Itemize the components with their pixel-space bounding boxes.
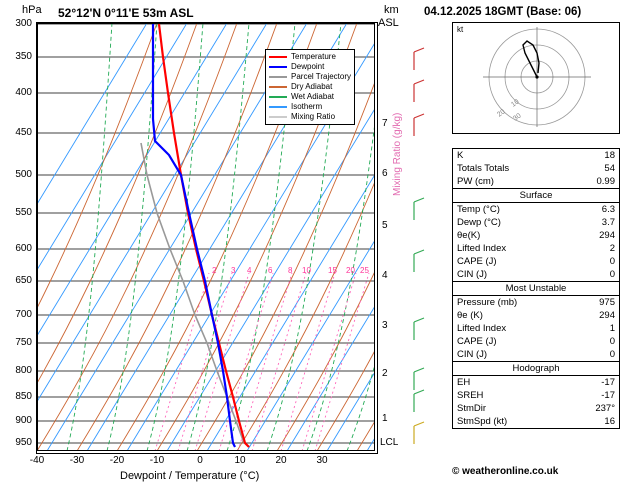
- legend-item: [269, 72, 351, 82]
- index-row: [453, 149, 619, 162]
- index-value: 3.7: [601, 217, 615, 228]
- index-key: CAPE (J): [457, 256, 497, 267]
- hodograph-svg: [453, 23, 617, 131]
- pressure-tick: 850: [15, 391, 32, 402]
- index-row: [453, 162, 619, 175]
- legend-label: Mixing Ratio: [291, 112, 336, 121]
- legend-label: Temperature: [291, 52, 336, 61]
- pressure-tick: 900: [15, 415, 32, 426]
- hodograph-ring-label: 20: [496, 108, 507, 119]
- index-row: [453, 309, 619, 322]
- legend-item: [269, 112, 351, 122]
- hodograph-panel: [452, 22, 620, 134]
- legend-swatch-isotherm: [269, 106, 287, 108]
- index-row: [453, 242, 619, 255]
- temperature-tick: -40: [29, 455, 45, 466]
- legend-label: Dry Adiabat: [291, 82, 333, 91]
- index-value: 1: [609, 323, 615, 334]
- index-row: [453, 229, 619, 242]
- pressure-tick: 750: [15, 337, 32, 348]
- index-key: Totals Totals: [457, 163, 510, 174]
- index-value: 2: [609, 243, 615, 254]
- index-value: 237°: [595, 403, 615, 414]
- mixing-ratio-value: 15: [328, 266, 337, 275]
- forecast-datetime-title: 04.12.2025 18GMT (Base: 06): [424, 6, 582, 18]
- wind-barb-lower: [414, 198, 424, 412]
- pressure-tick: 600: [15, 243, 32, 254]
- temperature-tick: -30: [69, 455, 85, 466]
- pressure-tick: 350: [15, 51, 32, 62]
- hodograph-ring-label: 30: [512, 112, 523, 123]
- hodograph-origin-dot: [535, 75, 538, 78]
- pressure-tick: 950: [15, 437, 32, 448]
- index-value: -17: [601, 390, 615, 401]
- mixing-ratio-value: 6: [268, 266, 273, 275]
- x-axis-title: Dewpoint / Temperature (°C): [120, 470, 260, 482]
- index-key: CIN (J): [457, 349, 488, 360]
- height-tick: 2: [382, 368, 388, 379]
- wind-barb-surface: [414, 422, 424, 444]
- index-row: [453, 335, 619, 348]
- height-tick: 7: [382, 118, 388, 129]
- temperature-tick: 30: [316, 455, 328, 466]
- index-value: 294: [599, 230, 615, 241]
- mixing-ratio-value: 20: [346, 266, 355, 275]
- index-row: [453, 203, 619, 216]
- index-row: [453, 322, 619, 335]
- index-value: 294: [599, 310, 615, 321]
- index-row: [453, 255, 619, 268]
- mixing-ratio-value: 25: [360, 266, 369, 275]
- pressure-axis-unit-label: hPa: [22, 4, 42, 16]
- legend-item: [269, 102, 351, 112]
- skewt-diagram: [36, 22, 378, 454]
- index-row: [453, 268, 619, 281]
- index-key: Lifted Index: [457, 323, 507, 334]
- height-tick: 5: [382, 220, 388, 231]
- station-title: 52°12'N 0°11'E 53m ASL: [58, 6, 194, 20]
- legend-swatch-dry-adiabat: [269, 86, 287, 88]
- index-key: θe(K): [457, 230, 481, 241]
- index-key: Pressure (mb): [457, 297, 518, 308]
- temperature-tick: 20: [275, 455, 287, 466]
- wind-barb-upper: [414, 48, 424, 136]
- mixing-ratio-value: 2: [212, 266, 217, 275]
- legend-label: Wet Adiabat: [291, 92, 334, 101]
- mixing-ratio-value: 10: [302, 266, 311, 275]
- index-value: 0: [609, 256, 615, 267]
- pressure-tick: 300: [15, 18, 32, 29]
- index-row: [453, 415, 619, 428]
- mixing-ratio-value: 4: [247, 266, 252, 275]
- legend-item: [269, 62, 351, 72]
- legend-swatch-temperature: [269, 56, 287, 58]
- index-key: K: [457, 150, 464, 161]
- legend-item: [269, 52, 351, 62]
- index-key: θe (K): [457, 310, 483, 321]
- legend-label: Isotherm: [291, 102, 323, 111]
- height-tick: 3: [382, 320, 388, 331]
- index-key: CAPE (J): [457, 336, 497, 347]
- index-key: StmSpd (kt): [457, 416, 508, 427]
- lcl-label: LCL: [380, 437, 399, 448]
- pressure-tick: 800: [15, 365, 32, 376]
- section-header-hodograph: Hodograph: [453, 361, 619, 376]
- temperature-tick: -20: [109, 455, 125, 466]
- index-row: [453, 389, 619, 402]
- pressure-tick: 400: [15, 87, 32, 98]
- index-value: 0: [609, 336, 615, 347]
- hodograph-ring-label: 10: [510, 98, 521, 109]
- index-value: 975: [599, 297, 615, 308]
- mixing-ratio-value: 3: [231, 266, 236, 275]
- temperature-tick: -10: [149, 455, 165, 466]
- temperature-tick: 10: [234, 455, 246, 466]
- pressure-tick: 450: [15, 127, 32, 138]
- index-value: -17: [601, 377, 615, 388]
- mixing-ratio-value: 8: [288, 266, 293, 275]
- wind-barb-column: [398, 22, 446, 452]
- chart-legend: [265, 49, 355, 125]
- hodograph-unit-label: kt: [457, 25, 464, 34]
- legend-swatch-parcel: [269, 76, 287, 78]
- index-row: [453, 216, 619, 229]
- pressure-tick: 500: [15, 169, 32, 180]
- index-row: [453, 175, 619, 188]
- legend-item: [269, 92, 351, 102]
- index-key: EH: [457, 377, 471, 388]
- index-key: Dewp (°C): [457, 217, 501, 228]
- legend-swatch-wet-adiabat: [269, 96, 287, 98]
- temperature-tick: 0: [197, 455, 203, 466]
- indices-table: [452, 148, 620, 429]
- height-tick: 4: [382, 270, 388, 281]
- index-value: 0.99: [596, 176, 615, 187]
- hodograph-trace: [523, 41, 539, 77]
- index-key: CIN (J): [457, 269, 488, 280]
- index-row: [453, 296, 619, 309]
- index-key: PW (cm): [457, 176, 494, 187]
- legend-swatch-mixing-ratio: [269, 116, 287, 118]
- height-tick: 1: [382, 413, 388, 424]
- section-header-surface: Surface: [453, 188, 619, 203]
- mixing-ratio-axis-title: Mixing Ratio (g/kg): [392, 112, 403, 196]
- copyright-notice: © weatheronline.co.uk: [452, 466, 559, 477]
- index-row: [453, 402, 619, 415]
- pressure-tick: 700: [15, 309, 32, 320]
- index-value: 16: [604, 416, 615, 427]
- legend-label: Dewpoint: [291, 62, 325, 71]
- index-row: [453, 348, 619, 361]
- index-row: [453, 376, 619, 389]
- index-key: StmDir: [457, 403, 487, 414]
- index-key: SREH: [457, 390, 484, 401]
- height-tick: 6: [382, 168, 388, 179]
- index-value: 54: [604, 163, 615, 174]
- height-axis-asl-label: ASL: [378, 17, 399, 29]
- index-key: Lifted Index: [457, 243, 507, 254]
- legend-swatch-dewpoint: [269, 66, 287, 68]
- index-value: 0: [609, 269, 615, 280]
- index-value: 6.3: [601, 204, 615, 215]
- index-key: Temp (°C): [457, 204, 500, 215]
- index-value: 0: [609, 349, 615, 360]
- height-axis-unit-label: km: [384, 4, 399, 16]
- pressure-tick: 650: [15, 275, 32, 286]
- legend-label: Parcel Trajectory: [291, 72, 352, 81]
- legend-item: [269, 82, 351, 92]
- index-value: 18: [604, 150, 615, 161]
- pressure-tick: 550: [15, 207, 32, 218]
- section-header-most-unstable: Most Unstable: [453, 281, 619, 296]
